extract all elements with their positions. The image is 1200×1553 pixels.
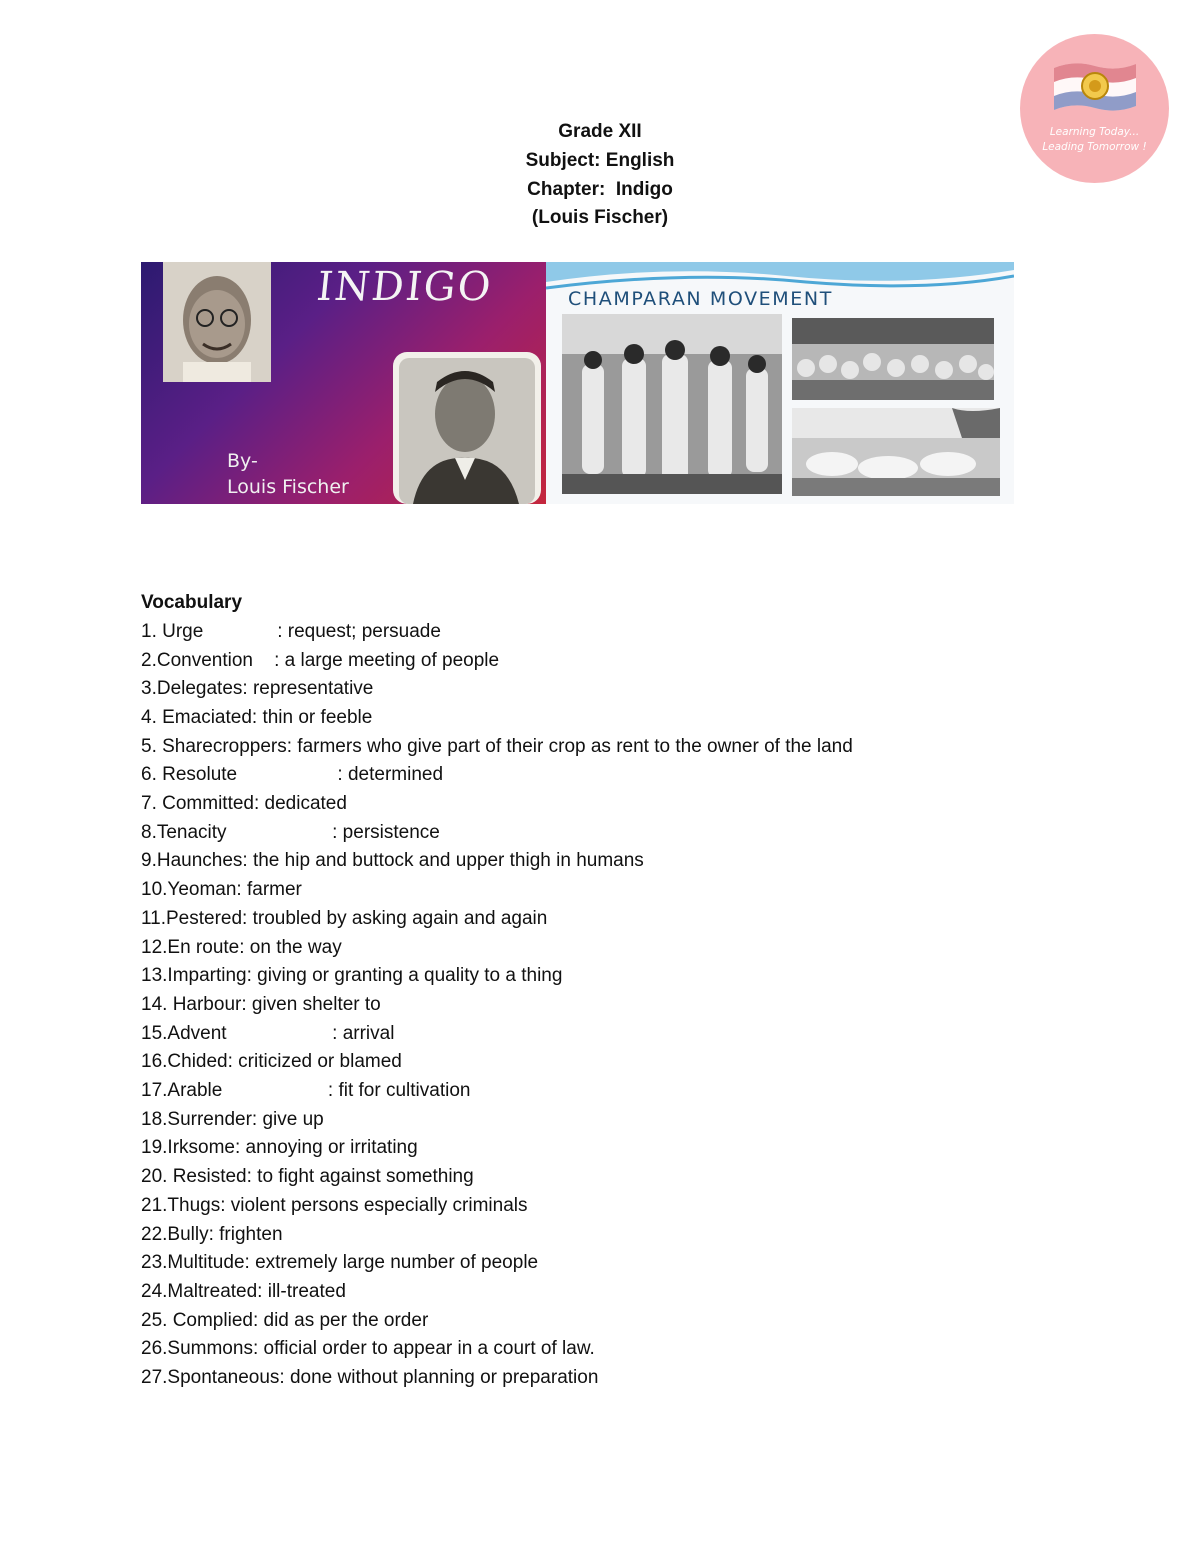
vocab-item: 15.Advent : arrival [141, 1022, 395, 1044]
gathering-photo-icon [792, 408, 1000, 496]
indigo-cover-panel [141, 262, 546, 504]
banner-author: Louis Fischer [227, 476, 349, 498]
indigo-title: INDIGO [314, 264, 495, 310]
vocab-item: 9.Haunches: the hip and buttock and upper thigh in humans [141, 850, 644, 872]
champaran-movement-panel [546, 262, 1014, 504]
vocab-item: 23.Multitude: extremely large number of people [141, 1252, 539, 1274]
vocab-item: 26.Summons: official order to appear in a court of law. [141, 1338, 595, 1360]
vocab-item: 14. Harbour: given shelter to [141, 993, 381, 1015]
logo-tagline-1: Learning Today... [1049, 126, 1140, 138]
grade-line: Grade XII [558, 121, 642, 142]
champaran-title: CHAMPARAN MOVEMENT [568, 288, 833, 310]
flag-emblem-icon [1052, 58, 1138, 116]
vocab-item: 25. Complied: did as per the order [141, 1309, 429, 1331]
vocab-item: 17.Arable : fit for cultivation [141, 1080, 471, 1102]
vocab-item: 10.Yeoman: farmer [141, 879, 302, 901]
vocab-item: 19.Irksome: annoying or irritating [141, 1137, 418, 1159]
vocab-item: 13.Imparting: giving or granting a quality to a thing [141, 965, 563, 987]
author-line: (Louis Fischer) [531, 207, 669, 229]
gandhi-portrait-icon [163, 262, 271, 382]
vocab-item: 2.Convention : a large meeting of people [141, 649, 500, 671]
vocab-item: 5. Sharecroppers: farmers who give part of their crop as rent to the owner of the land [141, 735, 853, 757]
vocab-item: 20. Resisted: to fight against something [141, 1166, 474, 1188]
vocabulary-section [141, 589, 1141, 1393]
vocab-item: 3.Delegates: representative [141, 678, 374, 700]
document-heading [0, 118, 1200, 233]
vocabulary-heading: Vocabulary [141, 592, 243, 613]
vocab-item: 16.Chided: criticized or blamed [141, 1051, 402, 1073]
chapter-banner [141, 262, 1014, 504]
march-photo-icon [562, 314, 782, 494]
chapter-line: Chapter: Indigo [527, 178, 673, 200]
vocab-item: 6. Resolute : determined [141, 764, 444, 786]
by-label: By- [227, 450, 258, 472]
vocab-item: 11.Pestered: troubled by asking again and again [141, 907, 548, 929]
vocabulary-list [141, 618, 1141, 1393]
vocab-item: 18.Surrender: give up [141, 1108, 324, 1130]
subject-line: Subject: English [525, 149, 675, 171]
fischer-portrait-icon [393, 352, 541, 504]
vocab-item: 7. Committed: dedicated [141, 793, 347, 815]
banner-byline [227, 448, 349, 500]
vocab-item: 21.Thugs: violent persons especially criminals [141, 1194, 528, 1216]
vocab-item: 8.Tenacity : persistence [141, 821, 440, 843]
vocab-item: 22.Bully: frighten [141, 1223, 283, 1245]
vocab-item: 27.Spontaneous: done without planning or preparation [141, 1367, 599, 1389]
logo-tagline-2: Leading Tomorrow ! [1042, 141, 1147, 153]
vocab-item: 24.Maltreated: ill-treated [141, 1280, 346, 1302]
vocab-item: 4. Emaciated: thin or feeble [141, 706, 373, 728]
vocab-item: 12.En route: on the way [141, 936, 342, 958]
crowd-photo-icon [792, 318, 994, 400]
vocab-item: 1. Urge : request; persuade [141, 620, 441, 642]
